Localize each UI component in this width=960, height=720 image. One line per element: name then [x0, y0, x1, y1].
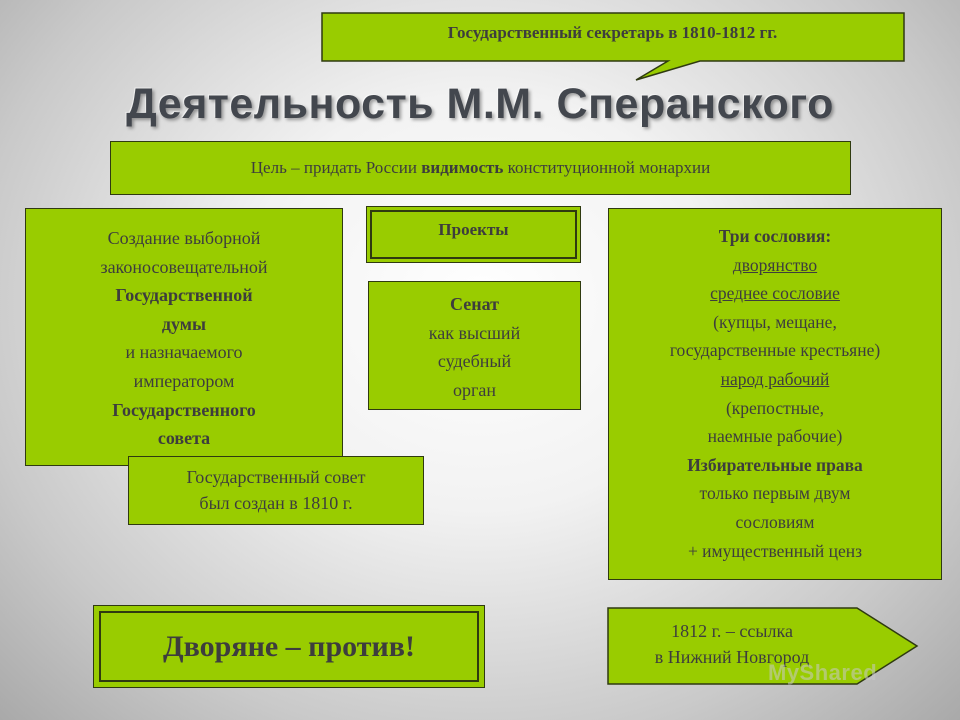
state-council-box — [128, 456, 424, 525]
duma-line: законосовещательной — [100, 256, 268, 277]
duma-line: Государственной — [115, 285, 253, 306]
exile-line: в Нижний Новгород — [654, 647, 810, 667]
goal-prefix: Цель – придать России — [250, 158, 422, 177]
goal-box — [110, 141, 851, 195]
council-line: Государственный совет — [186, 467, 366, 487]
duma-line: Государственного — [112, 399, 256, 420]
estates-line: + имущественный ценз — [687, 540, 863, 561]
estates-box — [608, 208, 942, 580]
duma-line: думы — [161, 313, 207, 334]
watermark-logo: MyShared — [768, 660, 878, 685]
goal-suffix: конституционной монархии — [503, 158, 711, 177]
secretary-callout-text: Государственный секретарь в 1810-1812 гг. — [447, 23, 778, 42]
senate-line: орган — [452, 379, 496, 400]
estates-line: государственные крестьяне) — [669, 340, 881, 361]
duma-box — [25, 208, 343, 466]
duma-line: императором — [133, 370, 235, 391]
page-title: Деятельность М.М. Сперанского — [126, 80, 834, 128]
projects-label: Проекты — [438, 220, 509, 239]
senate-line: Сенат — [450, 294, 499, 314]
goal-bold: видимость — [421, 158, 504, 177]
senate-line: как высший — [428, 322, 521, 343]
exile-line: 1812 г. – ссылка — [671, 621, 793, 641]
duma-line: и назначаемого — [125, 342, 243, 363]
estates-line: дворянство — [732, 254, 818, 275]
estates-line: среднее сословие — [710, 283, 840, 304]
council-line: был создан в 1810 г. — [199, 493, 353, 513]
duma-line: совета — [157, 428, 211, 449]
senate-line: судебный — [437, 351, 512, 371]
estates-line: наемные рабочие) — [707, 426, 843, 447]
estates-line: народ рабочий — [720, 368, 830, 389]
estates-line: Избирательные права — [687, 454, 863, 475]
projects-box — [366, 206, 581, 263]
estates-line: (купцы, мещане, — [713, 311, 837, 332]
estates-line: сословиям — [735, 511, 815, 532]
secretary-callout — [321, 13, 904, 61]
nobles-label: Дворяне – против! — [163, 630, 415, 663]
estates-line: только первым двум — [699, 483, 851, 504]
nobles-against-box — [93, 605, 485, 688]
estates-line: (крепостные, — [725, 397, 825, 418]
senate-box — [368, 281, 581, 410]
duma-line: Создание выборной — [107, 228, 261, 248]
estates-line: Три сословия: — [718, 226, 832, 246]
